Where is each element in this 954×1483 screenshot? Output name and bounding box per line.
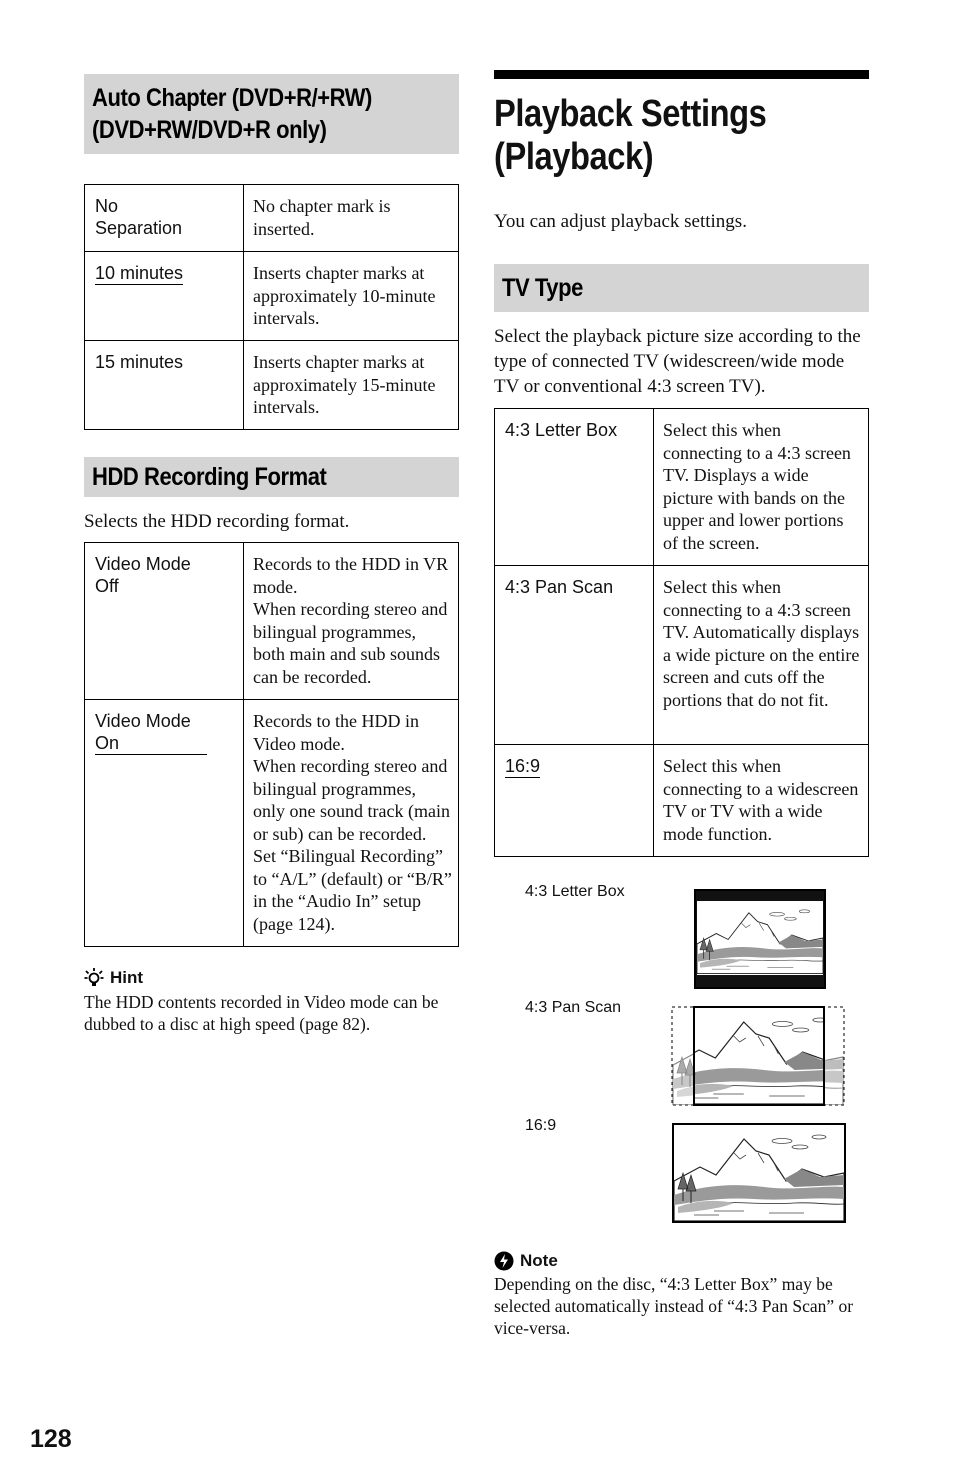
table-row (495, 745, 869, 857)
option-key (495, 745, 654, 857)
panscan-illustration-label: 4:3 Pan Scan (525, 999, 622, 1016)
tv-type-heading-text: TV Type (502, 274, 583, 302)
table-row (85, 341, 459, 430)
hdd-format-heading-text: HDD Recording Format (92, 463, 327, 491)
hint-title (84, 967, 459, 989)
note-title (494, 1251, 869, 1271)
option-description-line1: Records to the HDD in VR mode. (253, 554, 449, 597)
table-row (495, 566, 869, 745)
hdd-format-intro: Selects the HDD recording format. (84, 511, 350, 532)
playback-intro: You can adjust playback settings. (494, 211, 747, 232)
wide-illustration-label: 16:9 (525, 1117, 557, 1134)
letterbox-illustration (694, 889, 826, 989)
table-row (85, 543, 459, 700)
auto-chapter-heading (84, 74, 459, 154)
option-description (244, 700, 459, 947)
option-description (244, 543, 459, 700)
option-description: Select this when connecting to a 4:3 screen TV. Automatically displays a wide picture on the entire screen and cuts off the portions that do not fit. (654, 566, 869, 745)
option-description: Select this when connecting to a 4:3 screen TV. Displays a wide picture with bands on the upper and lower portions of the screen. (654, 409, 869, 566)
table-row (85, 252, 459, 341)
tv-type-table (494, 408, 869, 857)
page-title-line1: Playback Settings (494, 93, 767, 135)
hint-title-text: Hint (110, 968, 144, 987)
option-key (85, 543, 244, 700)
option-key (85, 252, 244, 341)
page-number: 128 (30, 1425, 72, 1453)
note-title-text: Note (520, 1251, 558, 1270)
widescreen-illustration (672, 1123, 846, 1223)
note-text: Depending on the disc, “4:3 Letter Box” may be selected automatically instead of “4:3 Pan Scan” or vice-versa. (494, 1274, 854, 1338)
option-description-line2: When recording stereo and bilingual programmes, both main and sub sounds can be recorded. (253, 599, 448, 687)
right-column (494, 70, 869, 1339)
hdd-format-table (84, 542, 459, 947)
option-key: 4:3 Letter Box (495, 409, 654, 566)
page-title (494, 93, 869, 179)
option-key: 4:3 Pan Scan (495, 566, 654, 745)
option-key-line2: On (95, 733, 120, 753)
title-rule (494, 70, 869, 79)
hdd-format-heading (84, 457, 459, 497)
tv-type-intro: Select the playback picture size according to the type of connected TV (widescreen/wide mode TV or conventional 4:3 screen TV). (494, 326, 861, 397)
auto-chapter-table (84, 184, 459, 430)
table-row (85, 185, 459, 252)
tv-type-illustrations (494, 879, 869, 1229)
option-key: 15 minutes (85, 341, 244, 430)
auto-chapter-heading-line2: (DVD+RW/DVD+R only) (92, 116, 327, 144)
option-description: No chapter mark is inserted. (244, 185, 459, 252)
option-description-line2: When recording stereo and bilingual programmes, only one sound track (main or sub) can be recorded. Set “Bilingual Recording” to “A/L” (default) or “B/R” in the “Audio In” setup (page 124). (253, 756, 452, 934)
option-key (85, 700, 244, 947)
option-description: Select this when connecting to a widescreen TV or TV with a wide mode function. (654, 745, 869, 857)
auto-chapter-heading-line1: Auto Chapter (DVD+R/+RW) (92, 84, 372, 112)
option-key-line1: No (95, 196, 119, 216)
default-option-key: 16:9 (505, 756, 541, 776)
left-column (84, 74, 459, 1035)
tv-type-heading (494, 264, 869, 312)
hint-text: The HDD contents recorded in Video mode can be dubbed to a disc at high speed (page 82). (84, 992, 439, 1034)
option-description: Inserts chapter marks at approximately 10-minute intervals. (244, 252, 459, 341)
default-option-key: 10 minutes (95, 263, 184, 283)
table-row (85, 700, 459, 947)
option-description-line1: Records to the HDD in Video mode. (253, 711, 419, 754)
letterbox-illustration-label: 4:3 Letter Box (525, 883, 625, 900)
note-icon (494, 1251, 514, 1271)
lightbulb-icon (84, 967, 104, 989)
option-key-line1: Video Mode (95, 554, 191, 574)
table-row (495, 409, 869, 566)
option-key-line2: Separation (95, 218, 183, 238)
option-description: Inserts chapter marks at approximately 15-minute intervals. (244, 341, 459, 430)
option-key-line2: Off (95, 576, 119, 596)
option-key (85, 185, 244, 252)
option-key-line1: Video Mode (95, 711, 191, 731)
page-title-line2: (Playback) (494, 136, 654, 178)
panscan-illustration (670, 1005, 846, 1107)
